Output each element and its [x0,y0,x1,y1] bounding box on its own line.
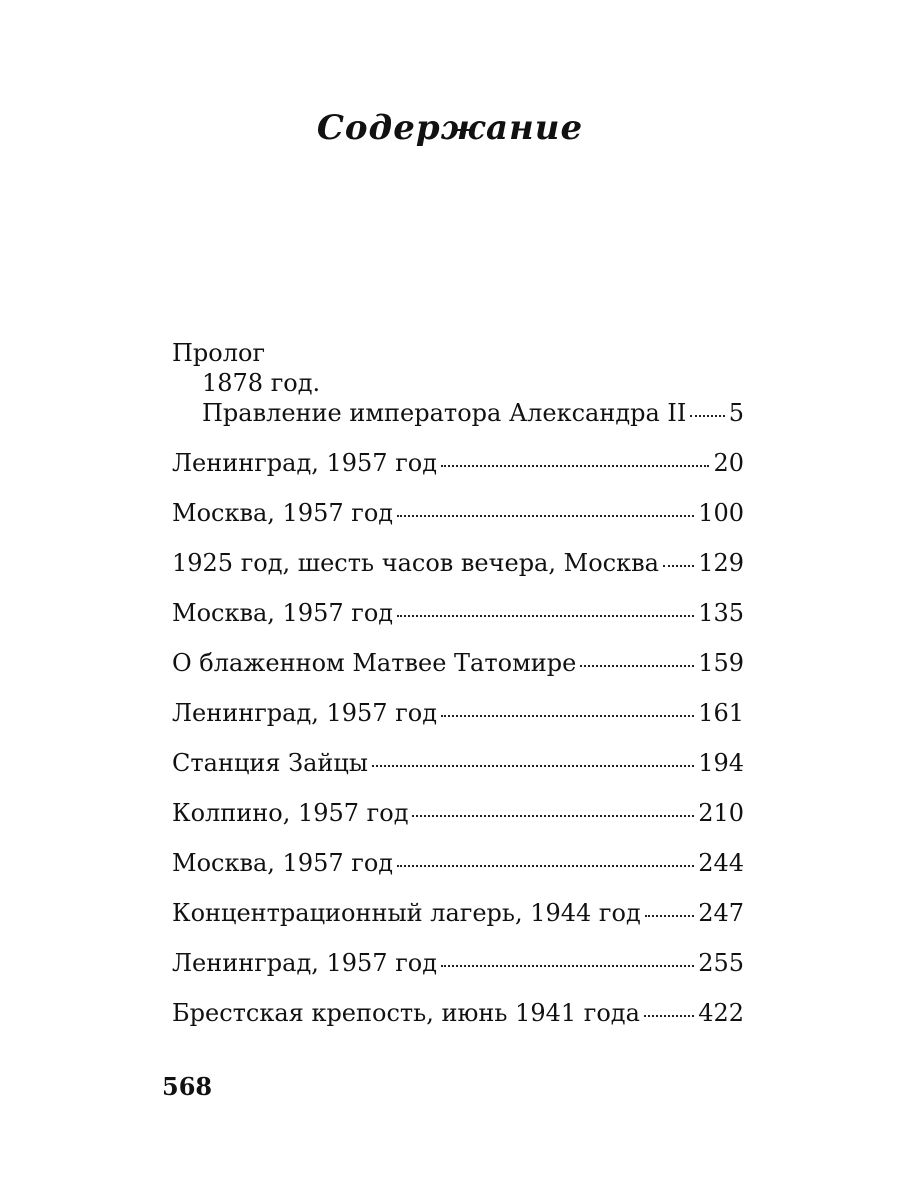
toc-entry [172,748,744,778]
toc-entry [172,998,744,1028]
toc-entry-label: Ленинград, 1957 год [172,449,438,477]
toc-entry [172,948,744,978]
toc-leader-dots [441,964,694,967]
toc-entry-page: 422 [698,999,744,1027]
toc-entry-page: 20 [713,449,744,477]
toc-entry-page: 129 [698,549,744,577]
toc-prologue-title: Пролог [172,339,266,367]
toc-entry-label: О блаженном Матвее Татомире [172,649,577,677]
toc-entry-page: 194 [698,749,744,777]
toc-leader-dots [441,464,709,467]
toc-entry-label: Брестская крепость, июнь 1941 года [172,999,640,1027]
toc-leader-dots [412,814,694,817]
toc-entry [172,548,744,578]
toc-entry-label: Ленинград, 1957 год [172,949,438,977]
toc-leader-dots [397,864,694,867]
table-of-contents [172,338,744,1028]
toc-entry-label: Москва, 1957 год [172,849,394,877]
toc-entry [172,698,744,728]
toc-entry [172,498,744,528]
toc-entry-prologue [172,398,744,428]
toc-entry-label: Москва, 1957 год [172,599,394,627]
toc-entry-label: Москва, 1957 год [172,499,394,527]
toc-entry [172,798,744,828]
toc-entry-page: 210 [698,799,744,827]
toc-entry [172,898,744,928]
toc-leader-dots [397,514,694,517]
toc-leader-dots [663,564,694,567]
toc-entry-page: 255 [698,949,744,977]
toc-entry [172,848,744,878]
toc-leader-dots [690,414,724,417]
toc-entry-label: Колпино, 1957 год [172,799,409,827]
toc-entry-page: 135 [698,599,744,627]
toc-entry-label: 1925 год, шесть часов вечера, Москва [172,549,659,577]
toc-leader-dots [580,664,694,667]
toc-entry-page: 161 [698,699,744,727]
toc-entry-label: Концентрационный лагерь, 1944 год [172,899,641,927]
toc-entry-page: 244 [698,849,744,877]
toc-entry-page: 5 [728,399,744,427]
toc-entry-page: 159 [698,649,744,677]
toc-prologue-year: 1878 год. [202,369,321,397]
toc-entry-page: 100 [698,499,744,527]
toc-entry-label: Ленинград, 1957 год [172,699,438,727]
toc-leader-dots [644,1014,694,1017]
toc-leader-dots [441,714,694,717]
toc-leader-dots [645,914,694,917]
toc-entry-label: Станция Зайцы [172,749,368,777]
toc-entry [172,648,744,678]
page-title: Содержание [316,108,584,148]
toc-entry-label: Правление императора Александра II [202,399,687,427]
toc-entry-page: 247 [698,899,744,927]
toc-leader-dots [372,764,694,767]
toc-entry [172,448,744,478]
toc-entry [172,598,744,628]
toc-leader-dots [397,614,694,617]
page-number: 568 [162,1072,213,1101]
